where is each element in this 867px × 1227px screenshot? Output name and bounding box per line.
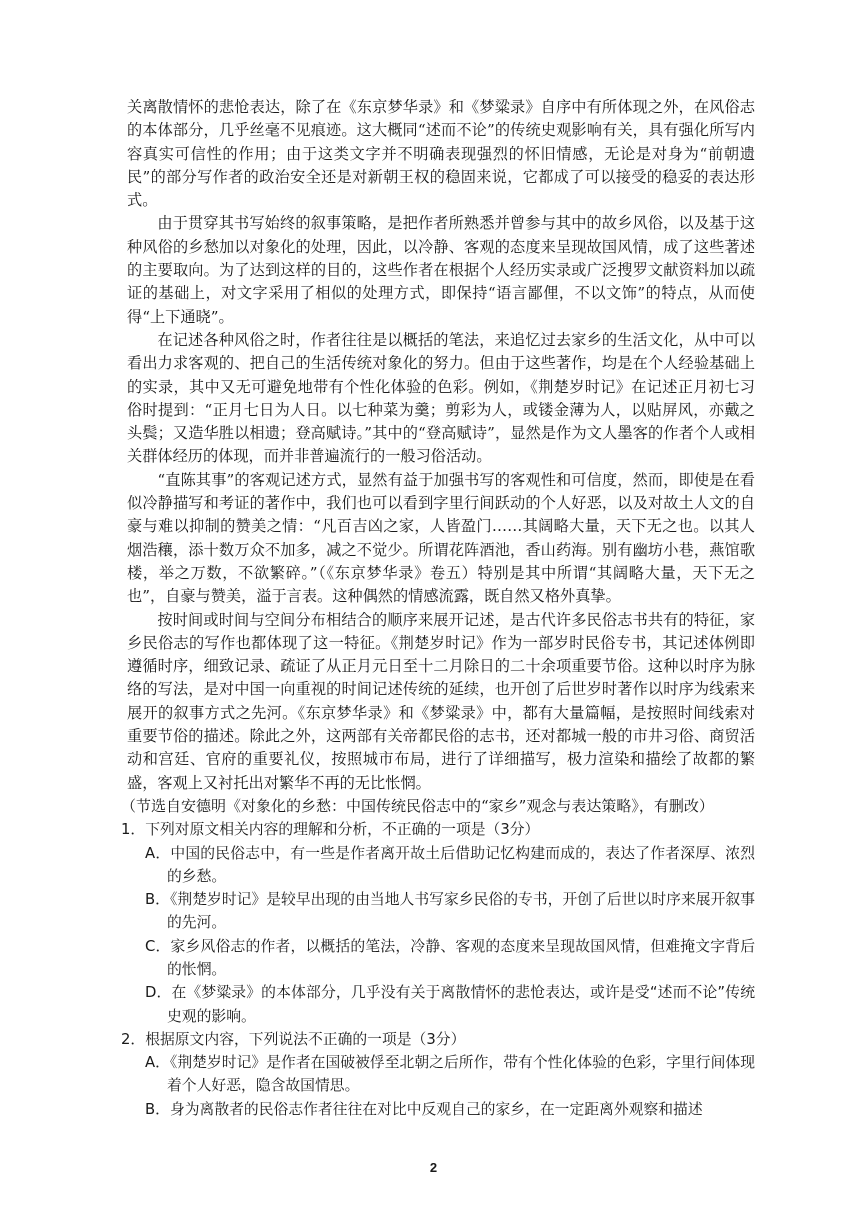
question-1-option-b: B．《荆楚岁时记》是较早出现的由当地人书写家乡民俗的专书，开创了后世以时序来展开叙事的先河。 bbox=[145, 891, 755, 932]
article-body bbox=[121, 96, 755, 1121]
question-1-option-c: C．家乡风俗志的作者，以概括的笔法，冷静、客观的态度来呈现故国风情，但难掩文字背后的怅惘。 bbox=[145, 937, 755, 978]
question-1-option-a: A．中国的民俗志中，有一些是作者离开故土后借助记忆构建而成的，表达了作者深厚、浓烈的乡愁。 bbox=[145, 844, 755, 885]
question-1-stem: 1．下列对原文相关内容的理解和分析，不正确的一项是（3分） bbox=[121, 821, 540, 839]
paragraph-3: 在记述各种风俗之时，作者往往是以概括的笔法，来追忆过去家乡的生活文化，从中可以看出力求客观的、把自己的生活传统对象化的努力。但由于这些著作，均是在个人经验基础上的实录，其中又无可避免地带有个性化体验的色彩。例如，《荆楚岁时记》在记述正月初七习俗时提到：“正月七日为人日。以七种菜为羹；剪彩为人，或镂金薄为人，以贴屏风，亦戴之头鬓；又造华胜以相遗；登高赋诗。”其中的“登高赋诗”，显然是作为文人墨客的作者个人或相关群体经历的体现，而并非普遍流行的一般习俗活动。 bbox=[127, 330, 755, 466]
question-2-option-a: A．《荆楚岁时记》是作者在国破被俘至北朝之后所作，带有个性化体验的色彩，字里行间体现着个人好恶，隐含故国情思。 bbox=[145, 1054, 755, 1095]
question-2-stem: 2．根据原文内容，下列说法不正确的一项是（3分） bbox=[121, 1030, 466, 1048]
paragraph-2: 由于贯穿其书写始终的叙事策略，是把作者所熟悉并曾参与其中的故乡风俗，以及基于这种风俗的乡愁加以对象化的处理，因此，以冷静、客观的态度来呈现故国风情，成了这些著述的主要取向。为了达到这样的目的，这些作者在根据个人经历实录或广泛搜罗文献资料加以疏证的基础上，对文字采用了相似的处理方式，即保持“语言鄙俚，不以文饰”的特点，从而使得“上下通晓”。 bbox=[127, 214, 755, 326]
source-note: （节选自安德明《对象化的乡愁：中国传统民俗志中的“家乡”观念与表达策略》，有删改） bbox=[121, 796, 714, 815]
page-number: 2 bbox=[429, 1160, 438, 1175]
paragraph-5: 按时间或时间与空间分布相结合的顺序来展开记述，是古代许多民俗志书共有的特征，家乡民俗志的写作也都体现了这一特征。《荆楚岁时记》作为一部岁时民俗专书，其记述体例即遵循时序，细致记录、疏证了从正月元日至十二月除日的二十余项重要节俗。这种以时序为脉络的写法，是对中国一向重视的时间记述传统的延续，也开创了后世岁时著作以时序为线索来展开的叙事方式之先河。《东京梦华录》和《梦粱录》中，都有大量篇幅，是按照时间线索对重要节俗的描述。除此之外，这两部有关帝都民俗的志书，还对都城一般的市井习俗、商贸活动和宫廷、官府的重要礼仪，按照城市布局，进行了详细描写，极力渲染和描绘了故都的繁盛，客观上又衬托出对繁华不再的无比怅惘。 bbox=[127, 610, 755, 792]
paragraph-1: 关离散情怀的悲怆表达，除了在《东京梦华录》和《梦粱录》自序中有所体现之外，在风俗志的本体部分，几乎丝毫不见痕迹。这大概同“述而不论”的传统史观影响有关，具有强化所写内容真实可信性的作用；由于这类文字并不明确表现强烈的怀旧情感，无论是对身为“前朝遗民”的部分写作者的政治安全还是对新朝王权的稳固来说，它都成了可以接受的稳妥的表达形式。 bbox=[127, 98, 755, 210]
paragraph-4: “直陈其事”的客观记述方式，显然有益于加强书写的客观性和可信度，然而，即使是在看似冷静描写和考证的著作中，我们也可以看到字里行间跃动的个人好恶，以及对故土人文的自豪与难以抑制的赞美之情：“凡百吉凶之家，人皆盈门……其阔略大量，天下无之也。以其人烟浩穰，添十数万众不加多，减之不觉少。所谓花阵酒池，香山药海。别有幽坊小巷，燕馆歌楼，举之万数，不欲繁碎。”（《东京梦华录》卷五）特别是其中所谓“其阔略大量，天下无之也”，自豪与赞美，溢于言表。这种偶然的情感流露，既自然又格外真挚。 bbox=[127, 470, 755, 606]
question-2-option-b: B．身为离散者的民俗志作者往往在对比中反观自己的家乡，在一定距离外观察和描述 bbox=[145, 1100, 703, 1118]
question-1-option-d: D．在《梦粱录》的本体部分，几乎没有关于离散情怀的悲怆表达，或许是受“述而不论”传统史观的影响。 bbox=[145, 984, 755, 1025]
